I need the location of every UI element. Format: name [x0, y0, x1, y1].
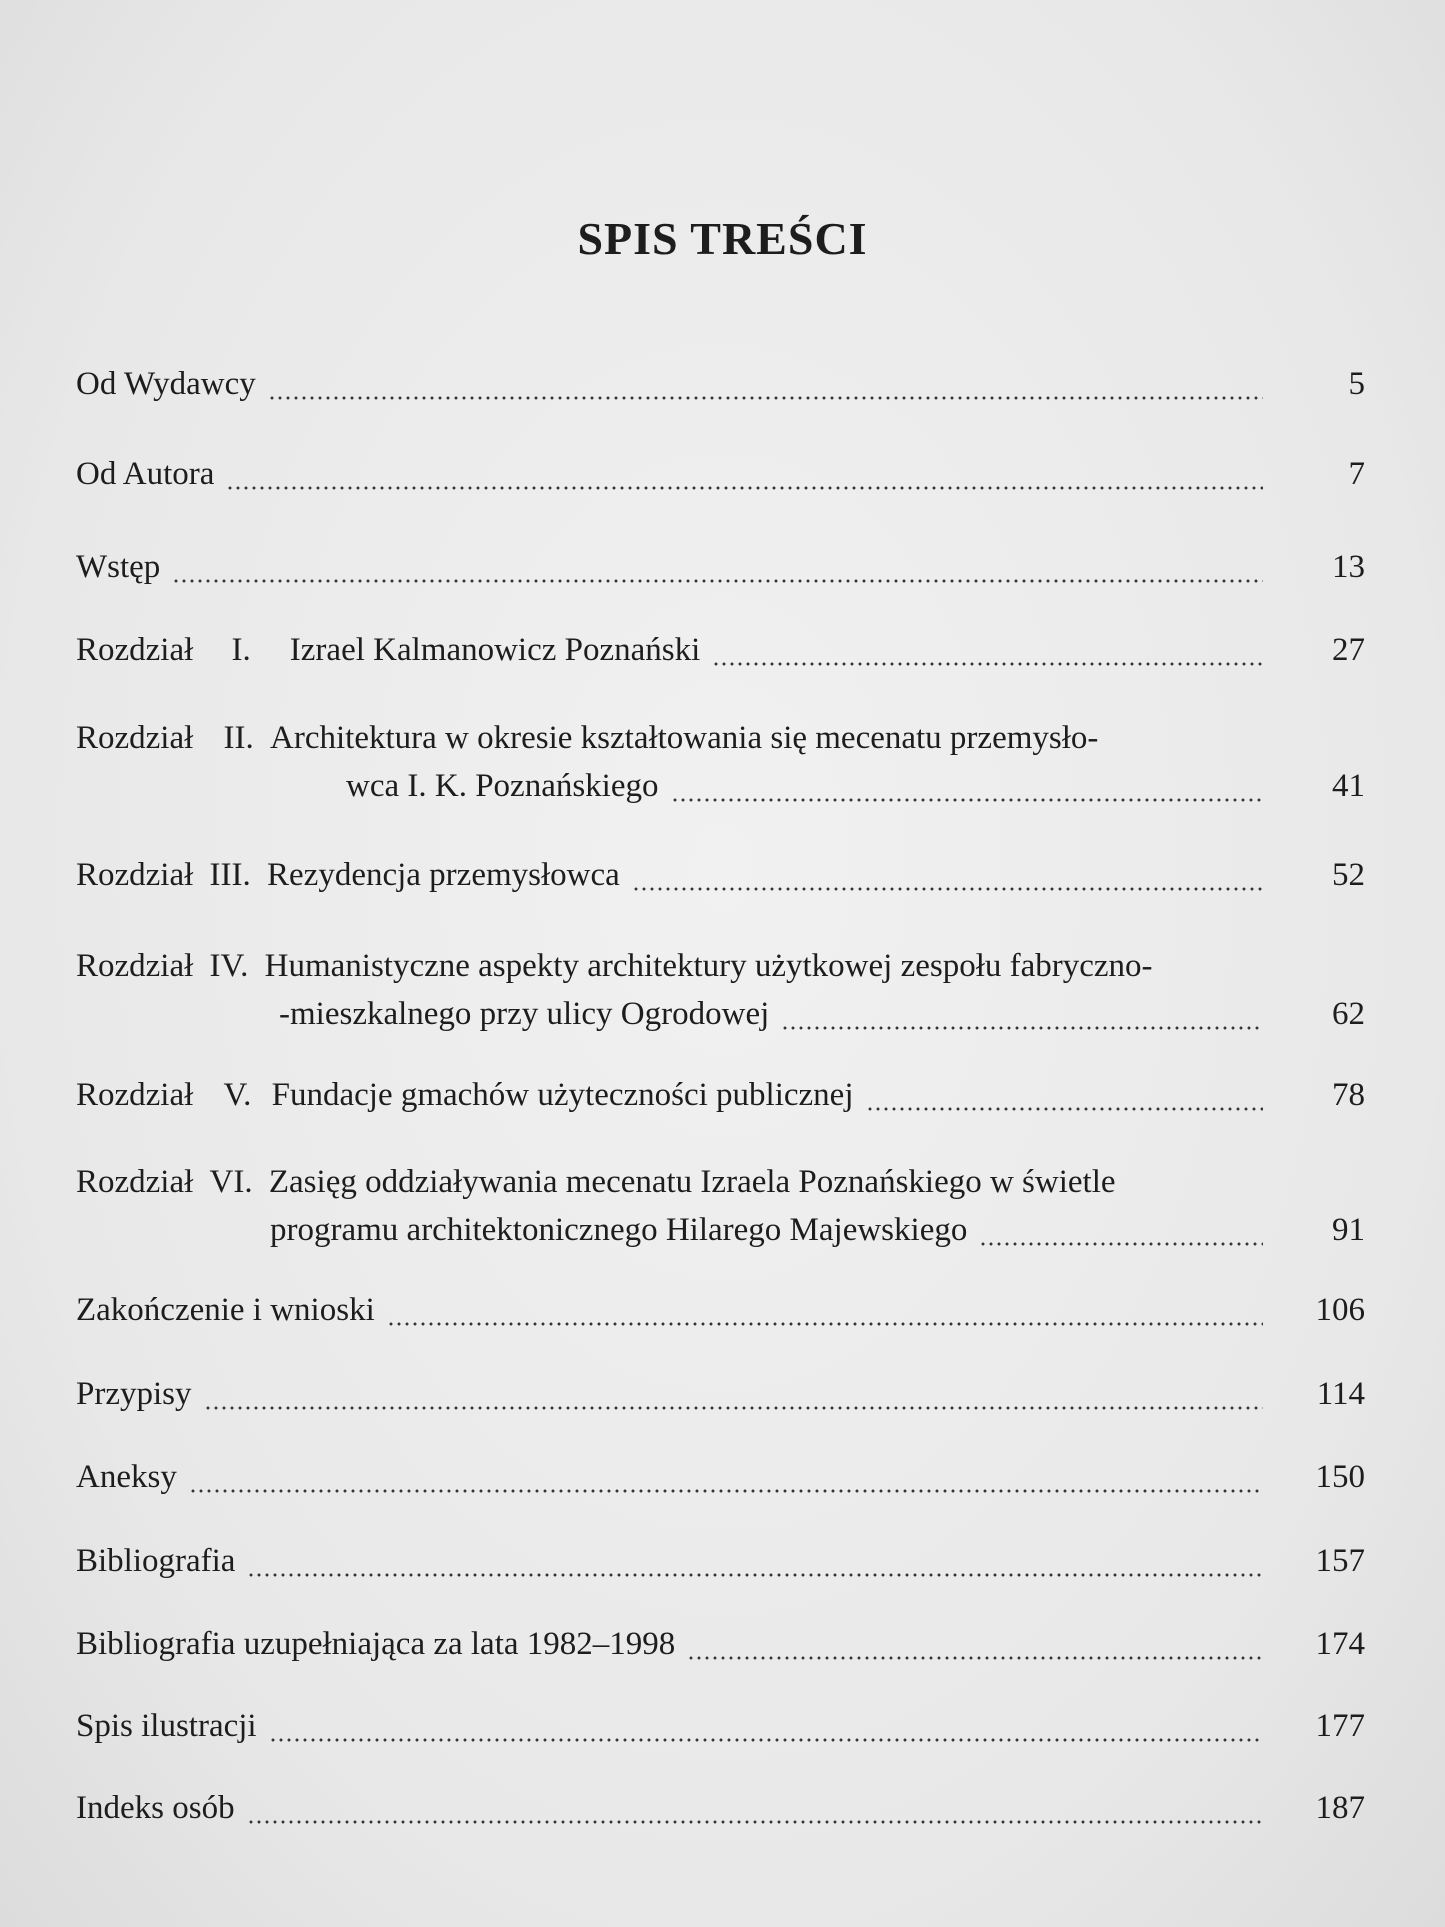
- leader-dots: [687, 1656, 1263, 1660]
- leader-dots: [226, 486, 1263, 490]
- chapter-title: Izrael Kalmanowicz Poznański: [289, 632, 701, 668]
- toc-page-number: 187: [1315, 1790, 1365, 1826]
- chapter-roman: VI.: [209, 1164, 253, 1200]
- chapter-title: Architektura w okresie kształtowania się mecenatu przemysło-: [270, 720, 1099, 756]
- chapter-word: Rozdział: [76, 720, 194, 756]
- toc-entry-label: Przypisy: [76, 1376, 192, 1412]
- chapter-word: Rozdział: [76, 948, 194, 984]
- chapter-title: Fundacje gmachów użyteczności publicznej: [271, 1077, 854, 1113]
- toc-page-number: 157: [1315, 1543, 1365, 1579]
- toc-entry-bibliografia: [76, 1539, 1365, 1583]
- chapter-title-continued: wca I. K. Poznańskiego: [346, 768, 659, 804]
- toc-entry-od-wydawcy: [76, 362, 1365, 406]
- leader-dots: [189, 1489, 1263, 1493]
- toc-entry-indeks-osob: [76, 1786, 1365, 1830]
- leader-dots: [671, 798, 1263, 802]
- leader-dots: [866, 1107, 1264, 1111]
- toc-page-number: 52: [1332, 857, 1365, 893]
- toc-page-number: 7: [1348, 456, 1365, 492]
- chapter-word: Rozdział: [76, 632, 194, 668]
- chapter-title-continued: programu architektonicznego Hilarego Majewskiego: [270, 1212, 968, 1248]
- leader-dots: [979, 1242, 1263, 1246]
- toc-page-number: 27: [1332, 632, 1365, 668]
- chapter-title: Humanistyczne aspekty architektury użytkowej zespołu fabryczno-: [264, 948, 1153, 984]
- toc-entry-chapter-5: [76, 1073, 1365, 1117]
- toc-entry-label: Od Wydawcy: [76, 366, 256, 402]
- toc-entry-przypisy: [76, 1372, 1365, 1416]
- toc-page-number: 62: [1332, 996, 1365, 1032]
- chapter-word: Rozdział: [76, 857, 194, 893]
- leader-dots: [632, 887, 1263, 891]
- toc-entry-chapter-1: [76, 628, 1365, 672]
- toc-page-number: 106: [1315, 1292, 1365, 1328]
- leader-dots: [712, 662, 1263, 666]
- toc-entry-label: Wstęp: [76, 549, 161, 585]
- toc-page-number: 177: [1315, 1708, 1365, 1744]
- page-title: SPIS TREŚCI: [577, 213, 868, 264]
- chapter-roman: V.: [223, 1077, 252, 1113]
- toc-entry-label: Zakończenie i wnioski: [76, 1292, 375, 1328]
- toc-page-number: 91: [1332, 1212, 1365, 1248]
- chapter-word: Rozdział: [76, 1077, 194, 1113]
- toc-page-number: 114: [1316, 1376, 1365, 1412]
- toc-entry-od-autora: [76, 452, 1365, 496]
- leader-dots: [172, 579, 1263, 583]
- toc-entry-bibliografia-uzupelniajaca: [76, 1622, 1365, 1666]
- toc-entry-label: Spis ilustracji: [76, 1708, 257, 1744]
- leader-dots: [269, 1738, 1263, 1742]
- toc-entry-label: Od Autora: [76, 456, 215, 492]
- chapter-roman: IV.: [209, 948, 249, 984]
- toc-entry-label: Aneksy: [76, 1459, 177, 1495]
- toc-page-number: 41: [1332, 768, 1365, 804]
- toc-page-number: 174: [1315, 1626, 1365, 1662]
- toc-entry-aneksy: [76, 1455, 1365, 1499]
- chapter-roman: III.: [209, 857, 251, 893]
- toc-entry-spis-ilustracji: [76, 1704, 1365, 1748]
- chapter-word: Rozdział: [76, 1164, 194, 1200]
- chapter-title: Zasięg oddziaływania mecenatu Izraela Poznańskiego w świetle: [268, 1164, 1116, 1200]
- toc-entry-zakonczenie: [76, 1288, 1365, 1332]
- chapter-roman: II.: [223, 720, 254, 756]
- leader-dots: [268, 396, 1263, 400]
- leader-dots: [387, 1322, 1263, 1326]
- toc-entry-wstep: [76, 545, 1365, 589]
- chapter-title-continued: -mieszkalnego przy ulicy Ogrodowej: [279, 996, 770, 1032]
- chapter-title: Rezydencja przemysłowca: [267, 857, 620, 893]
- toc-page-number: 13: [1332, 549, 1365, 585]
- toc-entry-chapter-4: [76, 944, 1365, 1036]
- leader-dots: [781, 1026, 1263, 1030]
- toc-page-number: 5: [1348, 366, 1365, 402]
- leader-dots: [247, 1820, 1263, 1824]
- leader-dots: [247, 1573, 1263, 1577]
- toc-page-number: 150: [1315, 1459, 1365, 1495]
- toc-entry-label: Bibliografia: [76, 1543, 236, 1579]
- chapter-roman: I.: [231, 632, 251, 668]
- toc-entry-label: Indeks osób: [76, 1790, 235, 1826]
- toc-entry-chapter-2: [76, 716, 1365, 808]
- toc-entry-chapter-3: [76, 853, 1365, 897]
- toc-page-number: 78: [1332, 1077, 1365, 1113]
- leader-dots: [204, 1406, 1264, 1410]
- toc-entry-chapter-6: [76, 1160, 1365, 1252]
- toc-entry-label: Bibliografia uzupełniająca za lata 1982–1998: [76, 1626, 676, 1662]
